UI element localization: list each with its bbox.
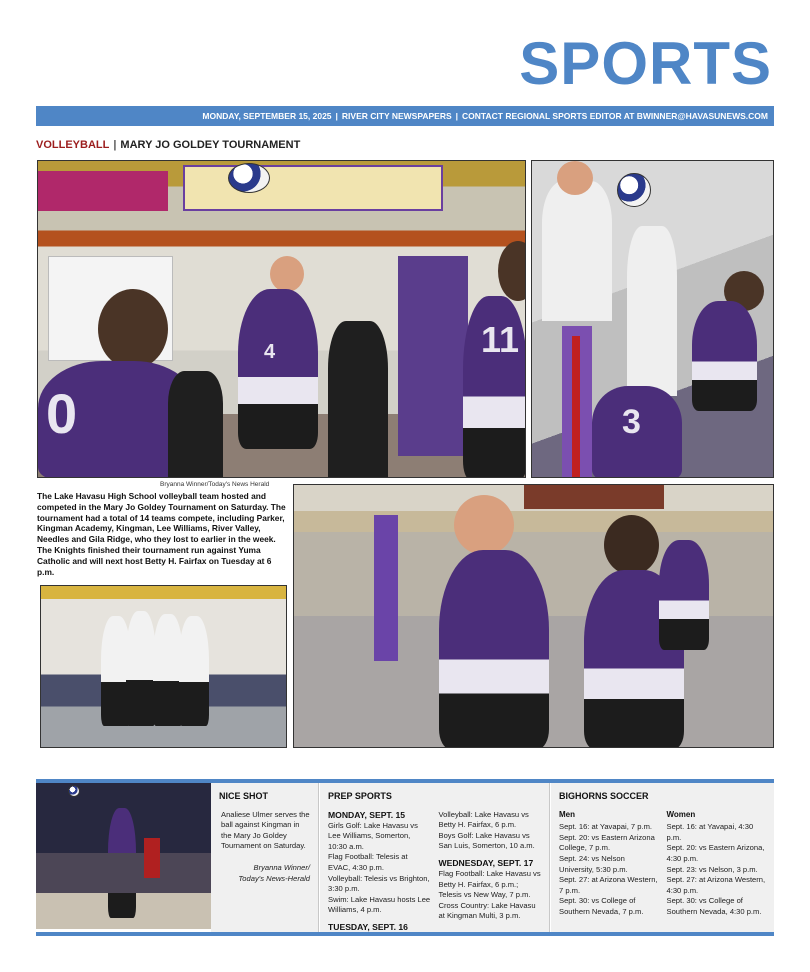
dateline-separator: | xyxy=(455,111,459,121)
spike-photo xyxy=(531,160,774,478)
player-spiking xyxy=(692,301,757,411)
schedule-item: Flag Football: Telesis at EVAC, 4:30 p.m. xyxy=(328,852,408,872)
prep-sports-column xyxy=(320,783,550,932)
player-head xyxy=(498,241,526,301)
net-post-red xyxy=(572,336,580,478)
huddle-player xyxy=(126,611,156,726)
men-label: Men xyxy=(559,809,575,819)
nice-shot-heading: NICE SHOT xyxy=(219,791,269,801)
prep-left-subcolumn xyxy=(328,810,431,933)
banner-sign xyxy=(183,165,443,211)
schedule-item: Sept. 27: at Arizona Western, 4:30 p.m. xyxy=(666,875,766,895)
schedule-item: Sept. 16: at Yavapai, 7 p.m. xyxy=(559,822,653,832)
schedule-item: Sept. 24: vs Nelson University, 5:30 p.m. xyxy=(559,853,628,874)
day-label-tuesday: TUESDAY, SEPT. 16 xyxy=(328,921,408,932)
coach-figure xyxy=(328,321,388,478)
nice-shot-credit xyxy=(219,863,310,884)
nice-shot-credit-name: Bryanna Winner/ xyxy=(253,862,310,872)
schedule-item: Girls Golf: Lake Havasu vs Lee Williams, Somerton, 10:30 a.m. xyxy=(328,820,418,851)
nice-shot-photo xyxy=(36,783,211,929)
dateline-bar xyxy=(36,106,774,126)
day-label-monday: MONDAY, SEPT. 15 xyxy=(328,809,406,820)
schedule-item: Volleyball: Lake Havasu vs Betty H. Fairfax, 6 p.m. xyxy=(438,809,529,830)
net-pole xyxy=(374,515,398,661)
player-head xyxy=(98,289,168,369)
schedule-item: Sept. 30: vs College of Southern Nevada, 4:30 p.m. xyxy=(666,896,762,916)
schedule-item: Cross Country: Lake Havasu at Kingman Multi, 3 p.m. xyxy=(438,900,536,921)
volleyball-icon xyxy=(68,785,80,797)
banner-sign xyxy=(38,171,168,211)
schedule-item: Volleyball: Telesis vs Brighton, 3:30 p.m. xyxy=(328,873,430,894)
schedule-item: Sept. 20: vs Eastern Arizona College, 7 p.m. xyxy=(559,832,655,853)
dateline-date: MONDAY, SEPTEMBER 15, 2025 xyxy=(202,111,332,121)
red-shirt-fan xyxy=(144,838,160,878)
soccer-men-subcolumn xyxy=(559,810,659,918)
kicker-separator: | xyxy=(113,139,117,151)
player-center xyxy=(238,289,318,449)
dateline-paper: RIVER CITY NEWSPAPERS xyxy=(341,111,452,121)
nice-shot-credit-org: Today's News-Herald xyxy=(238,873,310,883)
schedule-item: Sept. 16: at Yavapai, 4:30 p.m. xyxy=(666,822,754,842)
referee-figure xyxy=(542,181,612,321)
dateline-contact: CONTACT REGIONAL SPORTS EDITOR AT BWINNER@HAVASUNEWS.COM xyxy=(462,111,768,121)
jersey-number: 3 xyxy=(622,403,641,441)
photo-cutline: The Lake Havasu High School volleyball team hosted and competed in the Mary Jo Goldey Tournament on Saturday. The tournament had a total of 14 teams compete, including Parker, Kingman Academy, Kingman, Lee Williams, River Valley, Needles and Gila Ridge, who they lost to earlier in the week. The Knights finished their tournament run against Yuma Catholic and will next host Betty H. Fairfax on Tuesday at 6 p.m. xyxy=(37,491,286,577)
kicker-category: VOLLEYBALL xyxy=(36,139,110,151)
jersey-number: 11 xyxy=(481,319,520,360)
schedule-item: Flag Football: Lake Havasu vs Betty H. Fairfax, 6 p.m.; xyxy=(438,868,541,889)
schedule-item: Sept. 27: at Arizona Western, 7 p.m. xyxy=(559,875,658,895)
schedule-item: Swim: Lake Havasu hosts Lee Williams, 4 p.m. xyxy=(328,894,431,915)
women-label: Women xyxy=(666,809,696,819)
volleyball-icon xyxy=(228,163,270,193)
nice-shot-column xyxy=(211,783,319,932)
soccer-heading: BIGHORNS SOCCER xyxy=(559,791,649,801)
player-head xyxy=(270,256,304,292)
day-label-wednesday: WEDNESDAY, SEPT. 17 xyxy=(438,857,534,868)
main-volleyball-photo xyxy=(37,160,526,478)
player-head xyxy=(454,495,514,555)
arena-sign xyxy=(524,485,664,509)
team-huddle-photo xyxy=(40,585,287,748)
player-left xyxy=(439,550,549,748)
referee-head xyxy=(557,161,593,195)
schedule-item: Sept. 30: vs College of Southern Nevada, 7 p.m. xyxy=(559,896,644,916)
photo-credit: Bryanna Winner/Today's News Herald xyxy=(160,481,270,488)
jersey-number: 4 xyxy=(264,341,276,363)
prep-right-subcolumn xyxy=(439,810,542,933)
dateline-separator: | xyxy=(335,111,338,121)
kicker-headline: MARY JO GOLDEY TOURNAMENT xyxy=(120,139,301,151)
purple-wall-panel xyxy=(398,256,468,456)
volleyball-icon xyxy=(617,173,651,207)
jersey-number: 0 xyxy=(46,382,78,445)
player-head xyxy=(604,515,659,575)
nice-shot-caption: Analiese Ulmer serves the ball against Kingman in the Mary Jo Goldey Tournament on Saturday. xyxy=(221,809,310,851)
official-figure xyxy=(627,226,677,396)
soccer-column xyxy=(551,783,774,932)
prep-sports-heading: PREP SPORTS xyxy=(328,791,392,801)
schedule-item: Boys Golf: Lake Havasu vs San Luis, Somerton, 10 a.m. xyxy=(438,830,535,851)
section-title: SPORTS xyxy=(519,30,772,97)
story-kicker xyxy=(36,139,300,151)
schedule-item: Telesis vs New Way, 7 p.m. xyxy=(438,890,531,900)
schedule-item: Sept. 20: vs Eastern Arizona, 4:30 p.m. xyxy=(666,843,765,863)
teammates-photo xyxy=(293,484,774,748)
bottom-info-strip xyxy=(36,779,774,936)
coach-figure xyxy=(168,371,223,478)
crowd xyxy=(36,853,211,893)
player-background xyxy=(659,540,709,650)
huddle-player xyxy=(179,616,209,726)
soccer-women-subcolumn xyxy=(667,810,767,918)
schedule-item: Sept. 23: vs Nelson, 3 p.m. xyxy=(666,864,758,874)
